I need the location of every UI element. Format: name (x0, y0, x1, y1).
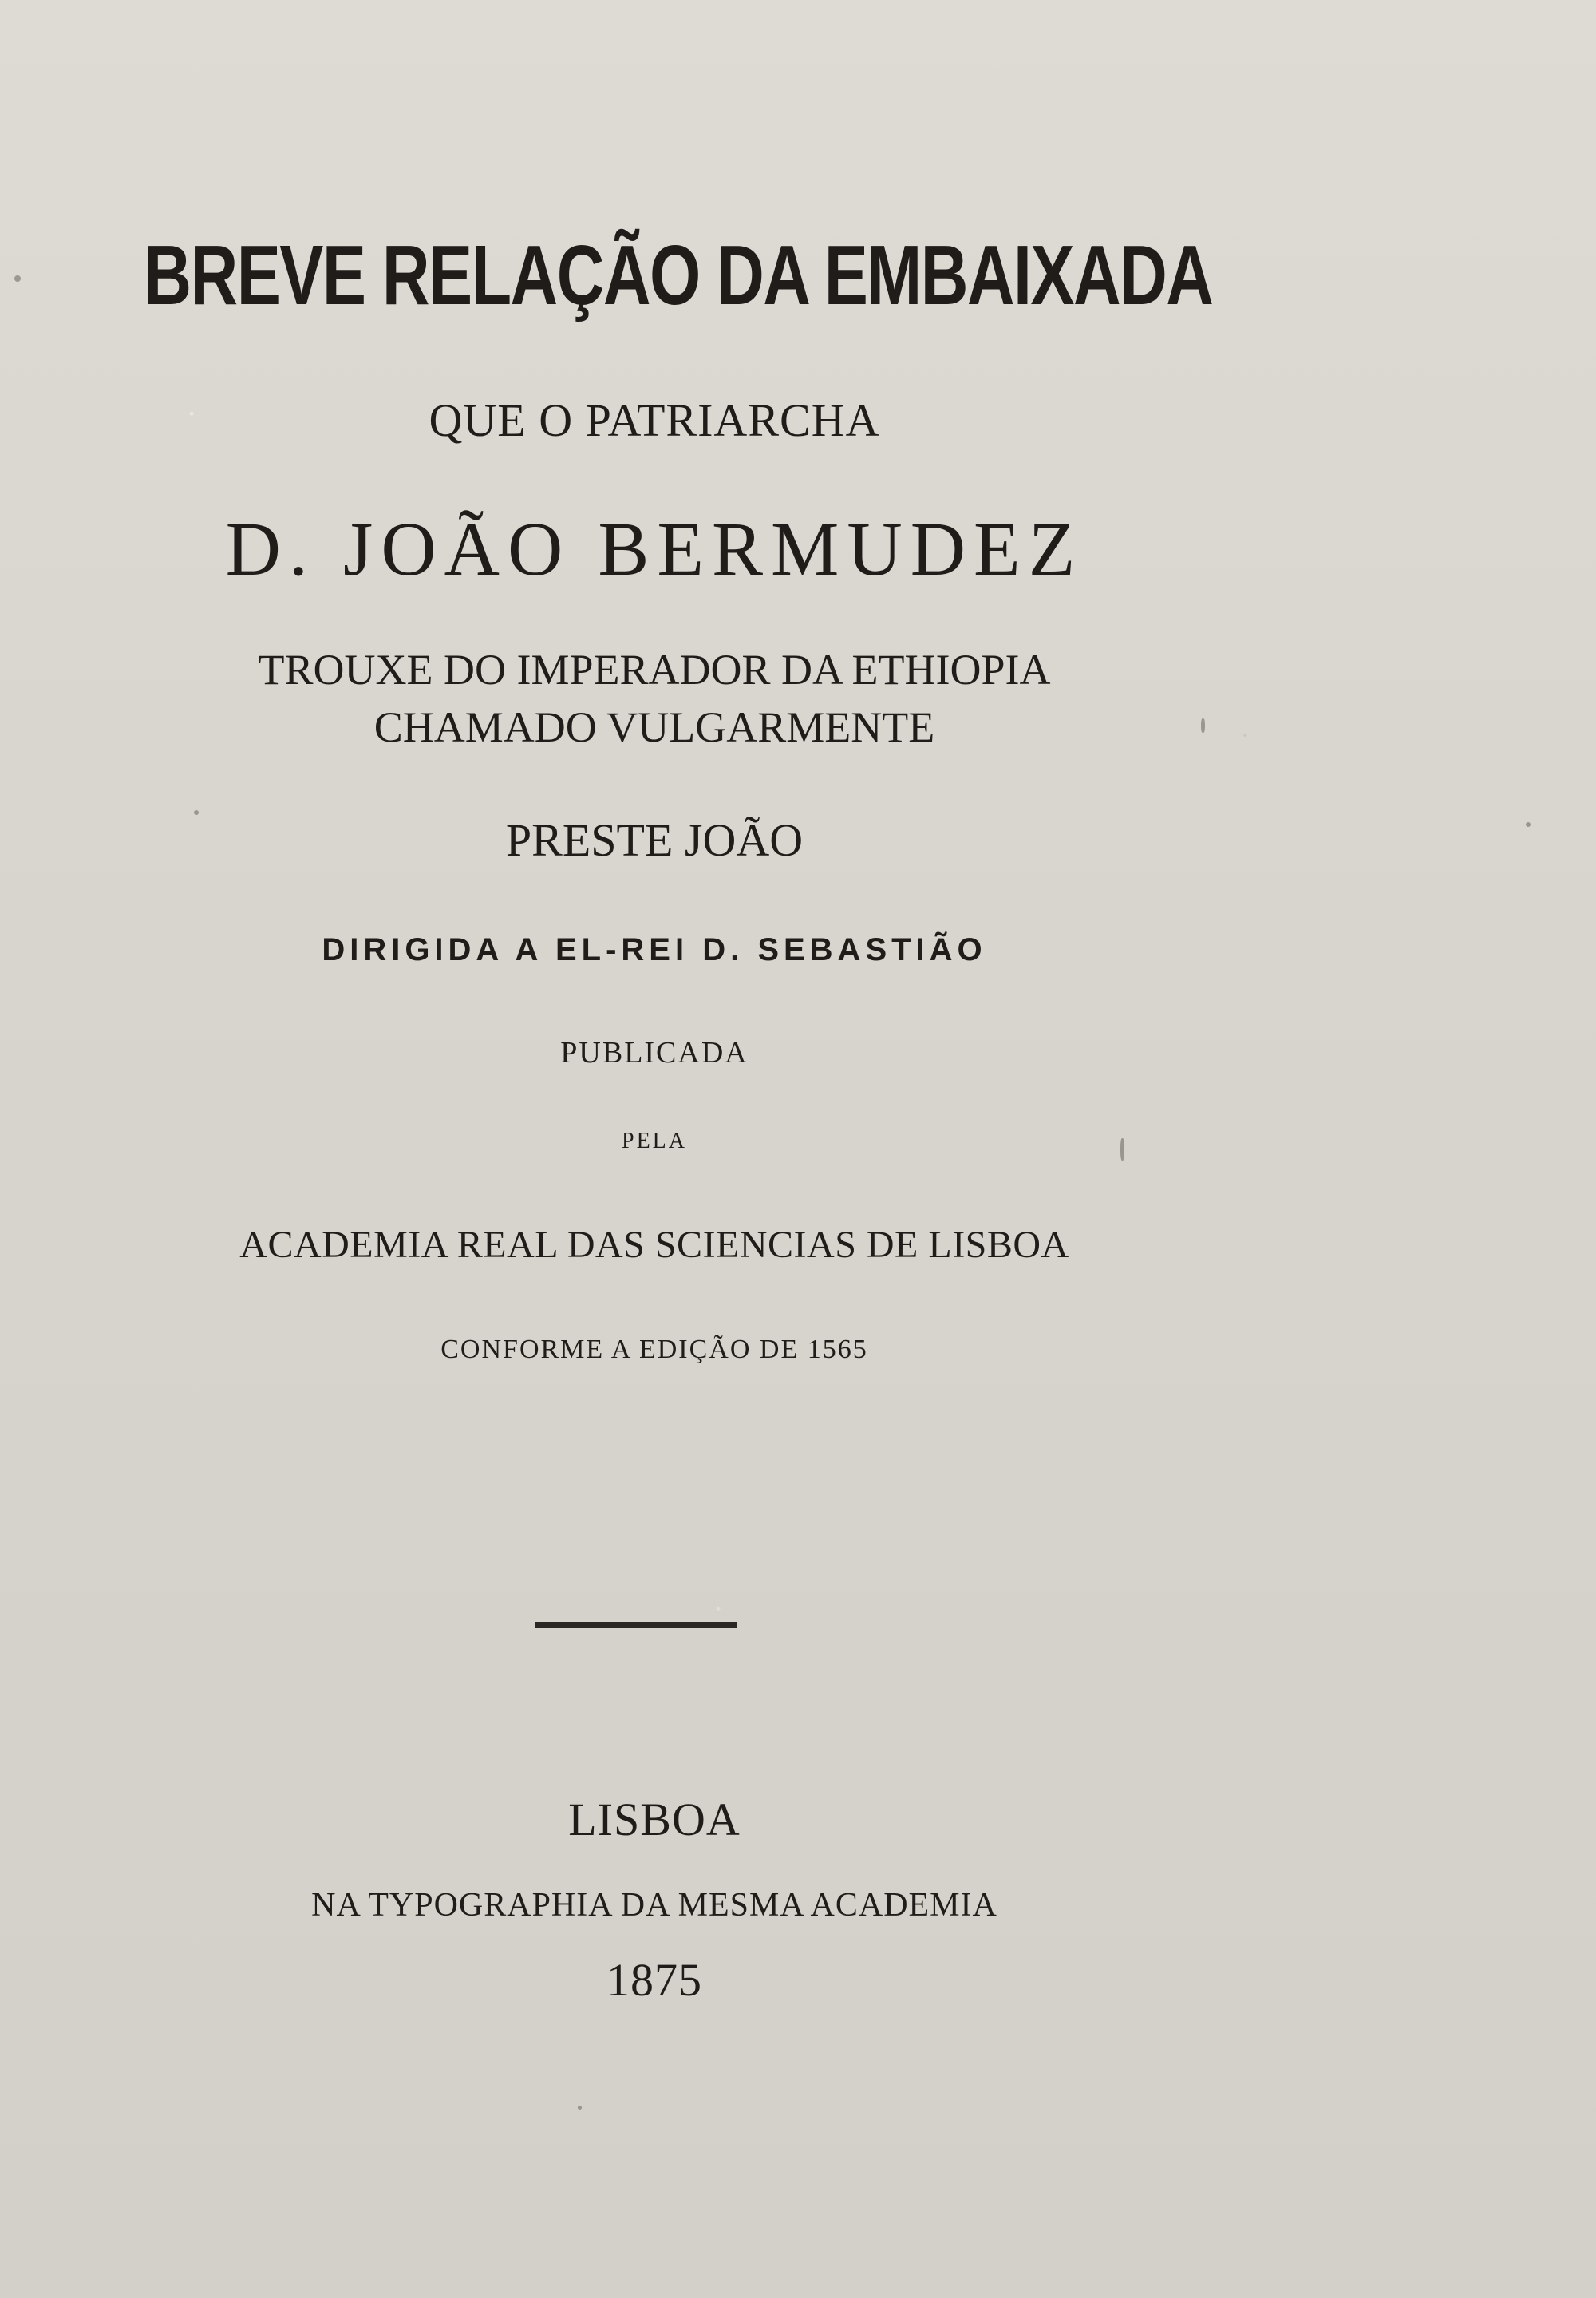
author-name: D. JOÃO BERMUDEZ (225, 506, 1084, 591)
paper-speck (1201, 718, 1205, 733)
divider-rule (535, 1622, 737, 1628)
paper-speck (14, 275, 21, 282)
printer-line: NA TYPOGRAPHIA DA MESMA ACADEMIA (311, 1887, 998, 1924)
publisher-name: ACADEMIA REAL DAS SCIENCIAS DE LISBOA (239, 1224, 1069, 1266)
place-name: LISBOA (568, 1794, 741, 1845)
paper-speck (1120, 1138, 1124, 1161)
patriarch-line: QUE O PATRIARCHA (429, 394, 880, 446)
paper-speck (1526, 822, 1531, 827)
by-label: PELA (622, 1129, 687, 1153)
called-line: CHAMADO VULGARMENTE (373, 703, 935, 751)
edition-note: CONFORME A EDIÇÃO DE 1565 (440, 1335, 868, 1364)
dedication-line: DIRIGIDA A EL-REI D. SEBASTIÃO (322, 932, 987, 967)
paper-speck (578, 2106, 582, 2110)
paper-speck (194, 810, 199, 815)
origin-line: TROUXE DO IMPERADOR DA ETHIOPIA (258, 646, 1051, 694)
published-label: PUBLICADA (560, 1036, 749, 1070)
document-title: BREVE RELAÇÃO DA EMBAIXADA (144, 228, 1213, 322)
subject-name: PRESTE JOÃO (505, 814, 804, 866)
publication-year: 1875 (606, 1954, 702, 2006)
